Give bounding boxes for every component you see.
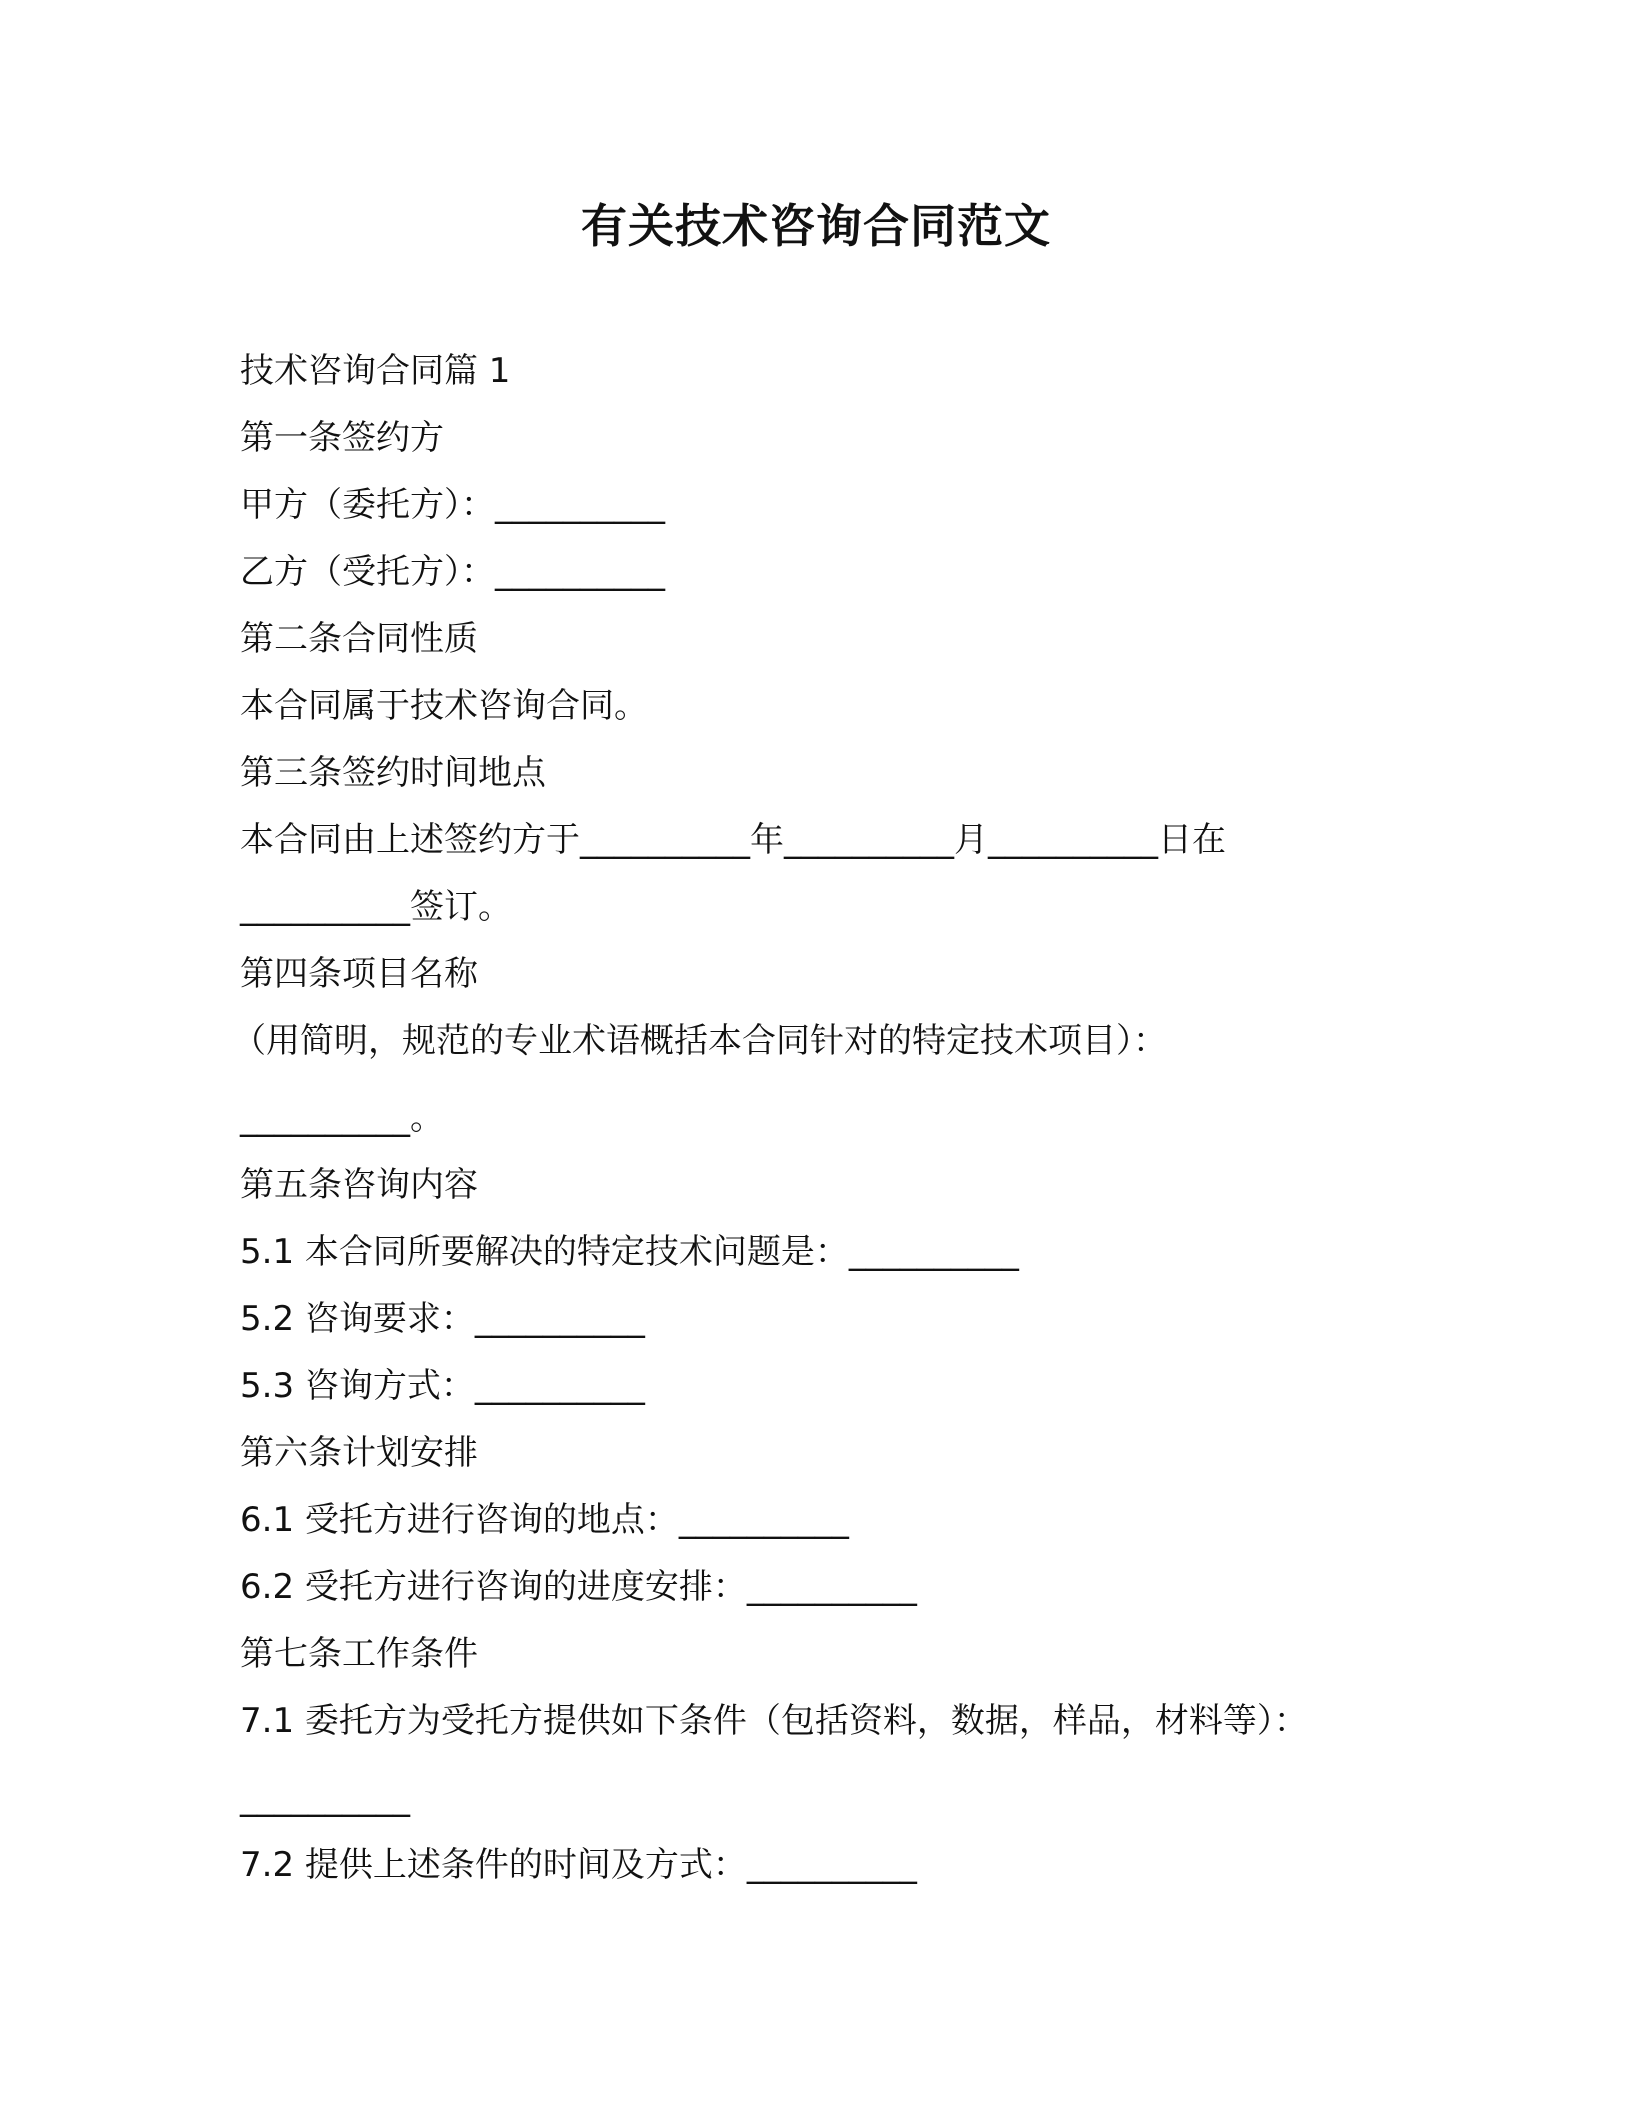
clause-line: 7.2 提供上述条件的时间及方式：__________	[240, 1845, 917, 1885]
section-heading: 技术咨询合同篇 1	[240, 351, 511, 391]
paragraph-line: 本合同属于技术咨询合同。	[240, 686, 648, 726]
clause-line: 6.1 受托方进行咨询的地点：__________	[240, 1500, 849, 1540]
article-heading: 第六条计划安排	[240, 1433, 478, 1473]
paragraph-line: __________。	[240, 1098, 444, 1138]
paragraph-line: __________	[240, 1778, 410, 1818]
party-b-line: 乙方（受托方）：__________	[240, 552, 665, 592]
clause-line: 5.1 本合同所要解决的特定技术问题是：__________	[240, 1232, 1019, 1272]
article-heading: 第七条工作条件	[240, 1634, 478, 1674]
paragraph-line: （用简明，规范的专业术语概括本合同针对的特定技术项目）：	[232, 1021, 1167, 1061]
article-heading: 第四条项目名称	[240, 954, 478, 994]
paragraph-line: 本合同由上述签约方于__________年__________月__________日在	[240, 820, 1226, 860]
article-heading: 第二条合同性质	[240, 619, 478, 659]
article-heading: 第五条咨询内容	[240, 1165, 478, 1205]
clause-line: 5.3 咨询方式：__________	[240, 1366, 645, 1406]
article-heading: 第一条签约方	[240, 418, 444, 458]
clause-line: 5.2 咨询要求：__________	[240, 1299, 645, 1339]
document-title: 有关技术咨询合同范文	[581, 199, 1051, 253]
article-heading: 第三条签约时间地点	[240, 753, 546, 793]
document-body	[232, 338, 1400, 1899]
party-a-line: 甲方（委托方）：__________	[240, 485, 665, 525]
clause-line: 6.2 受托方进行咨询的进度安排：__________	[240, 1567, 917, 1607]
paragraph-line: __________签订。	[240, 887, 512, 927]
clause-line: 7.1 委托方为受托方提供如下条件（包括资料，数据，样品，材料等）：	[240, 1701, 1308, 1741]
